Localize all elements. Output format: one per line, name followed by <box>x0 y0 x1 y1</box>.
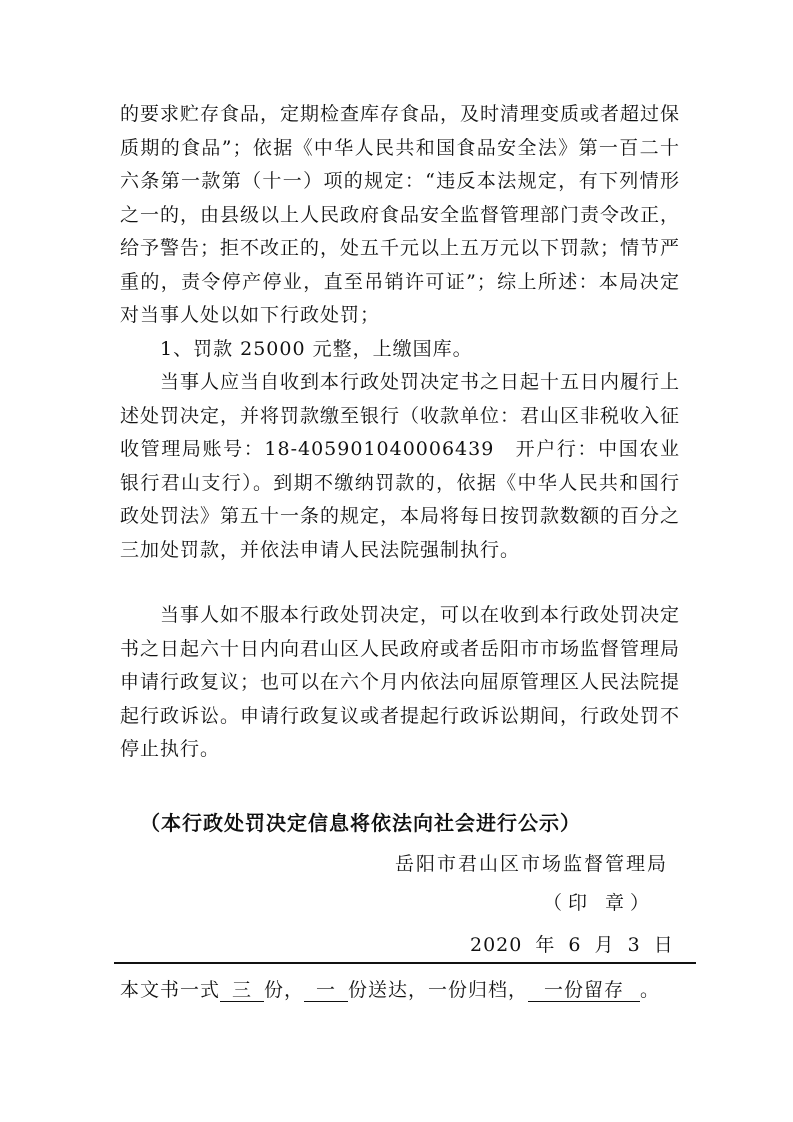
seal-mark: （印 章） <box>543 892 656 914</box>
footer-suffix: 。 <box>640 979 661 1001</box>
copies-count: 三 <box>220 979 264 1002</box>
paragraph-appeal-rights: 当事人如不服本行政处罚决定，可以在收到本行政处罚决定书之日起六十日内向君山区人民政府或者岳阳市市场监督管理局申请行政复议；也可以在六个月内依法向屈原管理区人民法院提起行政诉讼。申请行政复议或者提起行政诉讼期间，行政处罚不停止执行。 <box>120 604 681 760</box>
footer-prefix: 本文书一式 <box>120 979 221 1001</box>
paragraph-penalty-item: 1、罚款 25000 元整，上缴国库。 <box>160 338 473 360</box>
issue-date: 2020 年 6 月 3 日 <box>470 934 674 956</box>
paragraph-payment-instructions: 当事人应当自收到本行政处罚决定书之日起十五日内履行上述处罚决定，并将罚款缴至银行（收款单位：君山区非税收入征收管理局账号：18-405901040006439 开户行：中国农业银行君山支行）。到期不缴纳罚款的，依据《中华人民共和国行政处罚法》第五十一条的规定，本局将每日按罚款数额的百分之三加处罚款，并依法申请人民法院强制执行。 <box>120 371 681 561</box>
served-count: 一 <box>304 979 348 1002</box>
kept-copy: 一份留存 <box>528 979 640 1002</box>
copies-footer <box>120 975 700 1002</box>
public-notice: （本行政处罚决定信息将依法向社会进行公示） <box>140 811 581 835</box>
divider-line <box>114 962 696 964</box>
paragraph-legal-basis: 的要求贮存食品，定期检查库存食品，及时清理变质或者超过保质期的食品”；依据《中华人民共和国食品安全法》第一百二十六条第一款第（十一）项的规定：“违反本法规定，有下列情形之一的，由县级以上人民政府食品安全监督管理部门责令改正，给予警告；拒不改正的，处五千元以上五万元以下罚款；情节严重的，责令停产停业，直至吊销许可证”；综上所述：本局决定对当事人处以如下行政处罚； <box>120 103 681 326</box>
footer-unit-2: 份送达，一份归档， <box>348 979 529 1001</box>
issuing-authority: 岳阳市君山区市场监督管理局 <box>394 853 668 875</box>
footer-unit-1: 份， <box>264 979 305 1001</box>
